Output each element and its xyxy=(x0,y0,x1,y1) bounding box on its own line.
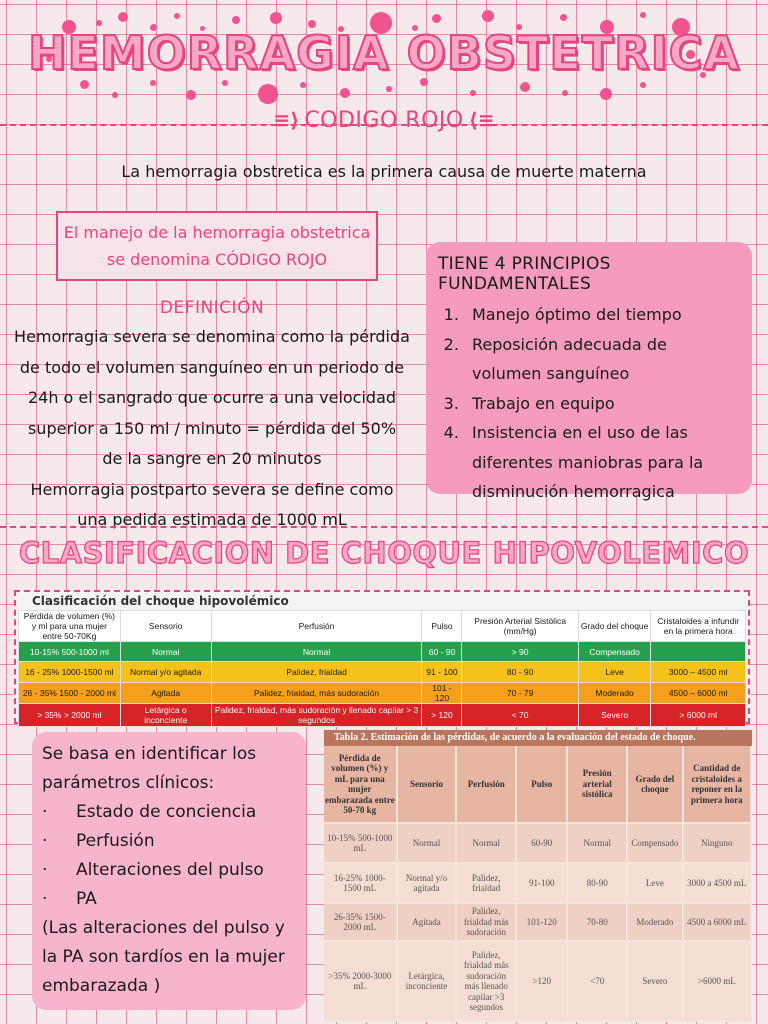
table-cell: >6000 mL xyxy=(683,941,751,1021)
definition-line: de todo el volumen sanguíneo en un periodo de xyxy=(19,357,405,377)
table2-header: Grado del choque xyxy=(627,746,683,823)
table-cell: Leve xyxy=(578,662,651,683)
table-cell: Normal y/o agitada xyxy=(120,662,211,683)
list-item xyxy=(42,798,296,827)
table-cell: > 35% > 2000 ml xyxy=(19,704,121,727)
table1 xyxy=(18,610,746,727)
table-cell: > 6000 ml xyxy=(651,704,746,727)
table-cell: Palidez, frialdad más sudoración xyxy=(456,903,516,941)
table2-header: Sensorio xyxy=(397,746,457,823)
principles-title: TIENE 4 PRINCIPIOS FUNDAMENTALES xyxy=(438,254,611,294)
definition-line: Hemorragia severa se denomina como la pérdida xyxy=(14,327,410,346)
definition-body xyxy=(14,322,410,536)
left-bracket-icon: ≡⟩ xyxy=(273,108,300,132)
definition-line: 24h o el sangrado que ocurre a una velocidad xyxy=(27,388,397,407)
clinical-parameters-card xyxy=(32,732,306,1010)
divider-middle xyxy=(0,526,768,528)
table-cell: <70 xyxy=(567,941,627,1021)
bullet-icon: · xyxy=(42,831,48,851)
table-row xyxy=(19,704,746,727)
table-cell: Palidez, frialdad, más sudoración xyxy=(211,683,422,704)
right-bracket-icon: ⟨≡ xyxy=(468,108,495,132)
definition-line: Hemorragia postparto severa se define como xyxy=(30,479,394,499)
table-cell: 16-25% 1000-1500 mL xyxy=(324,863,397,903)
table-cell: 91-100 xyxy=(516,863,567,903)
list-item-label: Perfusión xyxy=(76,831,155,851)
table-cell: 10-15% 500-1000 mL xyxy=(324,823,397,863)
basis-intro: Se basa en identificar los parámetros clínicos: xyxy=(42,744,257,793)
definition-line: de la sangre en 20 minutos xyxy=(102,449,322,468)
table-cell: Letárgica o inconciente xyxy=(120,704,211,727)
table-cell: 26-35% 1500-2000 mL xyxy=(324,903,397,941)
table2-header: Cantidad de cristaloides a reponer en la primera hora xyxy=(683,746,751,823)
table-cell: 101 - 120 xyxy=(422,683,462,704)
table-row xyxy=(324,941,751,1021)
table-cell: > 120 xyxy=(422,704,462,727)
table-cell: Moderado xyxy=(627,903,683,941)
table-cell: Normal y/o agitada xyxy=(397,863,457,903)
bullet-icon: · xyxy=(42,889,48,909)
table1-title: Clasificación del choque hipovolémico xyxy=(32,594,289,608)
principles-list xyxy=(438,300,738,507)
table-cell: 16 - 25% 1000-1500 ml xyxy=(19,662,121,683)
table-row xyxy=(19,642,746,662)
definition-line: una pedida estimada de 1000 mL xyxy=(77,510,347,529)
table-cell: 3000 a 4500 mL xyxy=(683,863,751,903)
table2-header: Pérdida de volumen (%) y mL para una mujer embarazada entre 50-70 kg xyxy=(324,746,397,823)
table2-header: Presión arterial sistólica xyxy=(567,746,627,823)
table-cell: 60 - 90 xyxy=(422,642,462,662)
bullet-icon: · xyxy=(42,860,48,880)
table-cell: 10-15% 500-1000 ml xyxy=(19,642,121,662)
table-cell: Palidez, frialdad más sudoración más llenado capilar >3 segundos xyxy=(456,941,516,1021)
table-cell: 3000 – 4500 ml xyxy=(651,662,746,683)
table-cell: 91 - 100 xyxy=(422,662,462,683)
table1-header: Sensorio xyxy=(120,611,211,642)
table-cell: Normal xyxy=(567,823,627,863)
section-title: CLASIFICACION DE CHOQUE HIPOVOLEMICO xyxy=(18,536,750,570)
table-cell: < 70 xyxy=(462,704,578,727)
table-cell: 70-80 xyxy=(567,903,627,941)
table2-header: Perfusión xyxy=(456,746,516,823)
table-cell: Agitada xyxy=(120,683,211,704)
list-item-label: Alteraciones del pulso xyxy=(76,860,264,880)
list-item xyxy=(42,856,296,885)
table2-title: Tabla 2. Estimación de las pérdidas, de acuerdo a la evaluación del estado de choque. xyxy=(324,730,752,746)
definition-title: DEFINICIÓN xyxy=(159,298,265,318)
table-cell: >120 xyxy=(516,941,567,1021)
intro-text: La hemorragia obstretica es la primera causa de muerte materna xyxy=(121,162,647,181)
table-row xyxy=(19,683,746,704)
table-cell: Moderado xyxy=(578,683,651,704)
principle-item: 3. Trabajo en equipo xyxy=(464,389,738,419)
table-cell: 101-120 xyxy=(516,903,567,941)
subtitle-banner xyxy=(0,108,768,133)
list-item-label: Estado de conciencia xyxy=(76,802,257,822)
principle-item: 2. Reposición adecuada de volumen sanguíneo xyxy=(464,330,738,389)
list-item-label: PA xyxy=(76,889,97,909)
list-item xyxy=(42,885,296,914)
list-item xyxy=(42,827,296,856)
table-cell: Severo xyxy=(627,941,683,1021)
table-row xyxy=(324,863,751,903)
table-cell: Normal xyxy=(397,823,457,863)
subtitle: CODIGO ROJO xyxy=(304,108,464,133)
table1-header: Grado del choque xyxy=(578,611,651,642)
page-title: HEMORRAGIA OBSTETRICA xyxy=(27,26,741,80)
table2-header: Pulso xyxy=(516,746,567,823)
table-cell: Palidez, frialdad, más sudoración y llenado capilar > 3 segundos xyxy=(211,704,422,727)
callout-line: El manejo de la hemorragia obstetrica xyxy=(63,223,371,242)
definition-line: superior a 150 ml / minuto = pérdida del 50% xyxy=(27,418,397,438)
table1-header: Pulso xyxy=(422,611,462,642)
codigo-rojo-callout xyxy=(56,211,378,281)
table-cell: 70 - 79 xyxy=(462,683,578,704)
table-row xyxy=(324,823,751,863)
shock-classification-table xyxy=(14,590,750,724)
divider-top xyxy=(0,124,768,126)
table-cell: Normal xyxy=(120,642,211,662)
table-cell: Compensado xyxy=(578,642,651,662)
callout-line: se denomina CÓDIGO ROJO xyxy=(106,250,328,269)
table-cell: Leve xyxy=(627,863,683,903)
table-cell: 26 - 35% 1500 - 2000 ml xyxy=(19,683,121,704)
table2 xyxy=(324,746,752,1022)
table-cell: > 90 xyxy=(462,642,578,662)
principle-item: 1. Manejo óptimo del tiempo xyxy=(464,300,738,330)
table-cell: Palidez, frialdad xyxy=(456,863,516,903)
table-cell: Normal xyxy=(211,642,422,662)
table1-header: Presión Arterial Sistólica (mm/Hg) xyxy=(462,611,578,642)
table-cell: Severo xyxy=(578,704,651,727)
table-cell: 60-90 xyxy=(516,823,567,863)
table1-header: Perfusión xyxy=(211,611,422,642)
table-row xyxy=(324,903,751,941)
table1-header: Cristaloides a infundir en la primera hora xyxy=(651,611,746,642)
table-cell: 80-90 xyxy=(567,863,627,903)
table-cell: Agitada xyxy=(397,903,457,941)
basis-note: (Las alteraciones del pulso y la PA son tardíos en la mujer embarazada ) xyxy=(42,918,285,996)
table-cell: 80 - 90 xyxy=(462,662,578,683)
bullet-icon: · xyxy=(42,802,48,822)
table-cell xyxy=(651,642,746,662)
principle-item: 4. Insistencia en el uso de las diferentes maniobras para la disminución hemorragica xyxy=(464,418,738,507)
table-cell: 4500 a 6000 mL xyxy=(683,903,751,941)
table-cell: Compensado xyxy=(627,823,683,863)
table-row xyxy=(19,662,746,683)
table-cell: 4500 – 6000 ml xyxy=(651,683,746,704)
table-cell: Palidez, frialdad xyxy=(211,662,422,683)
table-cell: Letárgica, inconciente xyxy=(397,941,457,1021)
table-cell: Normal xyxy=(456,823,516,863)
table-cell: Ninguno xyxy=(683,823,751,863)
table-cell: >35% 2000-3000 mL xyxy=(324,941,397,1021)
principles-card xyxy=(426,242,752,501)
table1-header: Pérdida de volumen (%) y ml para una mujer entre 50-70Kg xyxy=(19,611,121,642)
loss-estimation-table xyxy=(324,730,752,1016)
